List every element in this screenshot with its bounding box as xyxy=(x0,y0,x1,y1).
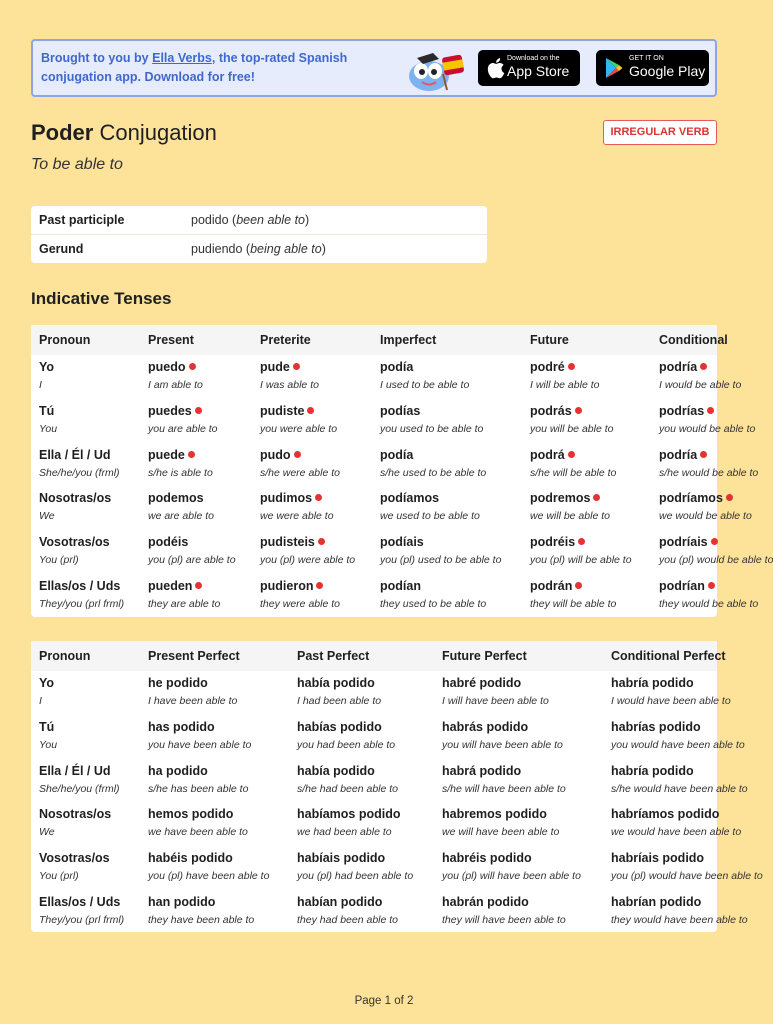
verb-translation: s/he used to be able to xyxy=(380,466,487,479)
pronoun-translation: I xyxy=(39,379,42,391)
table-row xyxy=(31,355,742,399)
verb-form xyxy=(611,807,719,822)
irregular-dot-icon xyxy=(578,538,585,545)
verb-form-text: habría podido xyxy=(611,676,694,690)
pronoun-translation: They/you (prl frml) xyxy=(39,914,125,926)
verb-translation: I would have been able to xyxy=(611,695,731,707)
verb-form xyxy=(148,676,208,691)
verb-form xyxy=(659,491,733,506)
column-header: Imperfect xyxy=(380,333,437,347)
google-play-icon xyxy=(605,57,623,79)
verb-name: Poder xyxy=(31,120,94,145)
irregular-dot-icon xyxy=(726,494,733,501)
pronoun xyxy=(39,676,54,691)
verb-form-text: han podido xyxy=(148,895,216,909)
verb-form-text: pudimos xyxy=(260,491,313,506)
irregular-dot-icon xyxy=(293,363,300,370)
pronoun xyxy=(39,491,111,506)
promo-suffix: , the top-rated Spanish conjugation app. Download for free! xyxy=(41,51,348,84)
perfect-tenses-table xyxy=(31,641,763,932)
verb-form xyxy=(442,720,528,735)
table-row xyxy=(31,671,731,715)
pronoun-translation: They/you (prl frml) xyxy=(39,598,125,610)
verb-form xyxy=(260,448,301,463)
verb-form-text: he podido xyxy=(148,676,208,690)
verb-form-text: habías podido xyxy=(297,719,382,734)
verb-form xyxy=(260,360,300,375)
pronoun-translation: You xyxy=(39,738,58,751)
irregular-dot-icon xyxy=(318,538,325,545)
pronoun-translation: She/he/you (frml) xyxy=(39,782,120,795)
verb-translation: you (pl) will have been able to xyxy=(442,870,581,883)
column-header: Conditional xyxy=(659,333,728,347)
verb-form xyxy=(442,764,521,779)
irregular-dot-icon xyxy=(593,494,600,501)
verb-form xyxy=(297,851,385,866)
verb-form-text: habríais podido xyxy=(611,851,705,866)
verb-translation: you will have been able to xyxy=(442,738,563,751)
verb-form-text: podría xyxy=(659,447,698,462)
table-row xyxy=(31,802,742,846)
verb-form-text: habré podido xyxy=(442,676,522,690)
verb-translation: I am able to xyxy=(148,379,203,391)
verb-form-text: habrían podido xyxy=(611,895,702,909)
pronoun-translation: She/he/you (frml) xyxy=(39,466,120,479)
verb-form xyxy=(297,764,375,779)
verb-form-text: podía xyxy=(380,360,414,374)
irregular-dot-icon xyxy=(711,538,718,545)
apple-icon xyxy=(487,57,505,79)
verb-translation: they have been able to xyxy=(148,914,255,926)
verb-form-text: había podido xyxy=(297,676,375,690)
verb-translation: they will have been able to xyxy=(442,914,566,926)
info-gloss: been able to xyxy=(236,213,305,227)
column-header: Preterite xyxy=(260,333,311,347)
verb-translation: they are able to xyxy=(148,598,221,610)
verb-form xyxy=(297,676,375,691)
irregular-verb-badge: IRREGULAR VERB xyxy=(603,120,717,145)
table-row xyxy=(31,574,759,618)
verb-translation: they used to be able to xyxy=(380,598,487,610)
verb-forms-box xyxy=(31,206,487,263)
promo-text xyxy=(41,49,391,87)
verb-form xyxy=(148,579,202,594)
table-row xyxy=(31,443,759,487)
pronoun-translation: You (prl) xyxy=(39,554,79,567)
irregular-dot-icon xyxy=(195,582,202,589)
table-header xyxy=(31,641,726,671)
pronoun xyxy=(39,807,111,822)
verb-translation: s/he will have been able to xyxy=(442,782,566,795)
verb-form-text: podré xyxy=(530,360,565,374)
verb-translation: you have been able to xyxy=(148,738,252,751)
verb-translation: we would be able to xyxy=(659,510,752,523)
google-play-label: Google Play xyxy=(629,63,706,79)
verb-translation: you (pl) would have been able to xyxy=(611,870,763,883)
pronoun-text: Nosotras/os xyxy=(39,807,112,822)
column-header: Future Perfect xyxy=(442,649,527,663)
verb-translation: they would be able to xyxy=(659,598,759,610)
verb-form xyxy=(380,360,413,375)
verb-translation: you (pl) were able to xyxy=(260,554,356,567)
pronoun xyxy=(39,404,54,419)
verb-form xyxy=(380,404,420,419)
verb-form-text: podéis xyxy=(148,535,189,550)
verb-form-text: podíamos xyxy=(380,491,440,506)
verb-form xyxy=(380,535,424,550)
verb-translation: you (pl) used to be able to xyxy=(380,554,502,567)
verb-form xyxy=(380,448,413,463)
pronoun-text: Vosotras/os xyxy=(39,851,110,866)
pronoun xyxy=(39,895,120,910)
verb-form-text: habrías podido xyxy=(611,719,701,734)
verb-form-text: habría podido xyxy=(611,763,694,778)
app-store-small-label: Download on the xyxy=(507,55,560,62)
info-form: podido xyxy=(191,213,229,227)
verb-translation: we will have been able to xyxy=(442,826,560,839)
pronoun-text: Ellas/os / Uds xyxy=(39,579,121,593)
verb-form xyxy=(260,579,323,594)
verb-form xyxy=(442,895,529,910)
irregular-dot-icon xyxy=(700,451,707,458)
column-header: Present xyxy=(148,333,194,347)
irregular-dot-icon xyxy=(575,582,582,589)
verb-translation: they had been able to xyxy=(297,914,399,926)
verb-form-text: podrían xyxy=(659,579,705,593)
verb-form-text: habrá podido xyxy=(442,763,522,778)
column-header: Pronoun xyxy=(39,333,91,347)
verb-translation: you had been able to xyxy=(297,738,396,751)
verb-form xyxy=(148,895,215,910)
irregular-dot-icon xyxy=(568,363,575,370)
info-gloss: being able to xyxy=(250,242,322,256)
verb-form xyxy=(148,720,215,735)
pronoun-text: Tú xyxy=(39,719,55,734)
verb-form xyxy=(148,491,204,506)
column-header: Past Perfect xyxy=(297,649,370,663)
verb-form xyxy=(442,676,521,691)
table-row xyxy=(31,890,748,934)
info-form: pudiendo xyxy=(191,242,243,256)
verb-translation: they would have been able to xyxy=(611,914,748,926)
verb-form-text: podíais xyxy=(380,535,424,550)
verb-form xyxy=(148,535,188,550)
verb-form xyxy=(297,807,400,822)
verb-translation: s/he is able to xyxy=(148,466,213,479)
verb-form xyxy=(260,491,322,506)
verb-form xyxy=(530,535,585,550)
table-header xyxy=(31,325,728,355)
pronoun-translation: You (prl) xyxy=(39,870,79,883)
verb-form-text: podrá xyxy=(530,447,565,462)
verb-form-text: habrás podido xyxy=(442,719,529,734)
verb-translation: I used to be able to xyxy=(380,379,470,391)
table-row xyxy=(31,530,773,574)
verb-form xyxy=(148,448,195,463)
verb-form-text: pudisteis xyxy=(260,535,315,550)
verb-form xyxy=(380,491,439,506)
simple-tenses-table xyxy=(31,325,773,617)
verb-form xyxy=(611,764,694,779)
ella-verbs-link[interactable]: Ella Verbs xyxy=(152,51,212,65)
pronoun xyxy=(39,764,111,779)
pronoun-translation: You xyxy=(39,422,58,435)
pronoun-translation: We xyxy=(39,510,55,523)
verb-translation: s/he had been able to xyxy=(297,782,399,795)
column-header: Present Perfect xyxy=(148,649,240,663)
verb-form-text: puedo xyxy=(148,360,186,374)
verb-form-text: podríais xyxy=(659,535,708,550)
table-row xyxy=(31,399,756,443)
verb-form-text: hemos podido xyxy=(148,807,234,822)
irregular-dot-icon xyxy=(568,451,575,458)
table-row xyxy=(31,759,748,803)
gerund-row xyxy=(31,234,487,262)
verb-translation: they were able to xyxy=(260,598,340,610)
verb-translation: we are able to xyxy=(148,510,214,523)
verb-form xyxy=(659,360,707,375)
verb-form xyxy=(611,895,701,910)
pronoun-text: Yo xyxy=(39,676,55,690)
verb-form-text: habíamos podido xyxy=(297,807,401,822)
verb-form-text: había podido xyxy=(297,763,375,778)
verb-form xyxy=(297,720,382,735)
verb-translation: we had been able to xyxy=(297,826,392,839)
info-value: pudiendo (being able to) xyxy=(191,242,326,256)
verb-form xyxy=(442,851,532,866)
verb-form xyxy=(659,448,707,463)
page-number: Page 1 of 2 xyxy=(354,995,414,1007)
verb-form xyxy=(148,404,202,419)
verb-translation: I have been able to xyxy=(148,695,238,707)
promo-banner xyxy=(31,39,717,97)
pronoun xyxy=(39,360,54,375)
verb-translation: I would be able to xyxy=(659,379,742,391)
verb-translation: we will be able to xyxy=(530,510,610,523)
app-store-label: App Store xyxy=(507,63,570,79)
verb-form xyxy=(659,579,715,594)
pronoun xyxy=(39,448,111,463)
verb-translation: you will be able to xyxy=(530,422,614,435)
verb-form xyxy=(442,807,547,822)
verb-translation: they will be able to xyxy=(530,598,617,610)
verb-form-text: habréis podido xyxy=(442,851,532,866)
verb-translation: I was able to xyxy=(260,379,319,391)
verb-form xyxy=(530,448,575,463)
irregular-dot-icon xyxy=(707,407,714,414)
info-key: Gerund xyxy=(39,242,84,256)
verb-translation: you (pl) are able to xyxy=(148,554,236,567)
column-header: Pronoun xyxy=(39,649,91,663)
verb-translation: I had been able to xyxy=(297,695,382,707)
info-value: podido (been able to) xyxy=(191,213,310,227)
verb-translation: To be able to xyxy=(31,156,123,173)
pronoun-text: Ella / Él / Ud xyxy=(39,763,111,778)
irregular-dot-icon xyxy=(700,363,707,370)
promo-prefix: Brought to you by xyxy=(41,51,153,65)
verb-form-text: podías xyxy=(380,403,421,418)
verb-form-text: podrás xyxy=(530,403,572,418)
verb-form-text: pueden xyxy=(148,579,193,593)
verb-form xyxy=(148,764,208,779)
verb-translation: we were able to xyxy=(260,510,334,523)
verb-form-text: habrán podido xyxy=(442,895,529,909)
pronoun xyxy=(39,579,120,594)
verb-form-text: habíais podido xyxy=(297,851,386,866)
verb-form-text: podréis xyxy=(530,535,576,550)
verb-form-text: podría xyxy=(659,360,698,374)
verb-form-text: puede xyxy=(148,447,185,462)
verb-translation: s/he will be able to xyxy=(530,466,617,479)
verb-form xyxy=(530,360,575,375)
pronoun-text: Yo xyxy=(39,360,55,374)
title-word: Conjugation xyxy=(99,120,217,145)
section-title: Indicative Tenses xyxy=(31,289,172,308)
verb-translation: you (pl) will be able to xyxy=(530,554,632,567)
pronoun-text: Ellas/os / Uds xyxy=(39,895,121,909)
verb-form xyxy=(148,807,233,822)
pronoun-text: Tú xyxy=(39,403,55,418)
verb-translation: you (pl) had been able to xyxy=(297,870,414,883)
verb-translation: you used to be able to xyxy=(380,422,484,435)
pronoun xyxy=(39,851,110,866)
verb-form-text: podremos xyxy=(530,491,591,506)
verb-form xyxy=(611,720,701,735)
verb-form-text: podrías xyxy=(659,403,705,418)
verb-translation: you (pl) have been able to xyxy=(148,870,270,883)
column-header: Conditional Perfect xyxy=(611,649,726,663)
irregular-dot-icon xyxy=(188,451,195,458)
irregular-dot-icon xyxy=(575,407,582,414)
verb-form-text: podían xyxy=(380,579,421,593)
mascot-icon xyxy=(403,44,467,94)
pronoun-translation: We xyxy=(39,826,55,839)
verb-translation: we would have been able to xyxy=(611,826,742,839)
verb-form xyxy=(659,535,718,550)
verb-form xyxy=(530,404,582,419)
irregular-dot-icon xyxy=(316,582,323,589)
pronoun-text: Nosotras/os xyxy=(39,491,112,506)
pronoun xyxy=(39,535,110,550)
verb-form-text: ha podido xyxy=(148,763,208,778)
verb-form xyxy=(297,895,382,910)
verb-form-text: podrán xyxy=(530,579,573,593)
verb-translation: s/he would have been able to xyxy=(611,782,748,795)
verb-translation: we have been able to xyxy=(148,826,248,839)
pronoun xyxy=(39,720,54,735)
google-play-small-label: GET IT ON xyxy=(629,55,664,62)
verb-translation: s/he has been able to xyxy=(148,782,249,795)
pronoun-text: Vosotras/os xyxy=(39,535,110,550)
verb-form xyxy=(148,851,233,866)
verb-form xyxy=(659,404,714,419)
verb-translation: you (pl) would be able to xyxy=(659,554,773,567)
info-key: Past participle xyxy=(39,213,125,227)
verb-form xyxy=(148,360,196,375)
verb-form-text: habéis podido xyxy=(148,851,233,866)
verb-form-text: pude xyxy=(260,360,290,374)
verb-form xyxy=(380,579,421,594)
irregular-dot-icon xyxy=(294,451,301,458)
verb-form-text: has podido xyxy=(148,719,215,734)
verb-form xyxy=(260,535,325,550)
irregular-dot-icon xyxy=(189,363,196,370)
verb-translation: s/he were able to xyxy=(260,466,340,479)
irregular-dot-icon xyxy=(315,494,322,501)
table-row xyxy=(31,486,752,530)
column-header: Future xyxy=(530,333,569,347)
table-row xyxy=(31,715,745,759)
pronoun-text: Ella / Él / Ud xyxy=(39,447,111,462)
pronoun-translation: I xyxy=(39,695,42,707)
verb-form-text: pudo xyxy=(260,447,291,462)
verb-translation: we used to be able to xyxy=(380,510,480,523)
verb-form xyxy=(260,404,314,419)
past-participle-row xyxy=(31,206,487,234)
verb-form-text: podía xyxy=(380,447,414,462)
verb-form-text: puedes xyxy=(148,403,192,418)
page-title xyxy=(31,119,217,147)
table-row xyxy=(31,846,763,890)
verb-form-text: habríamos podido xyxy=(611,807,720,822)
irregular-dot-icon xyxy=(307,407,314,414)
verb-form-text: pudiste xyxy=(260,403,305,418)
irregular-dot-icon xyxy=(708,582,715,589)
verb-form xyxy=(611,676,694,691)
verb-form-text: habían podido xyxy=(297,895,383,909)
verb-translation: you would be able to xyxy=(659,422,756,435)
verb-form xyxy=(530,579,582,594)
verb-translation: you are able to xyxy=(148,422,218,435)
verb-translation: s/he would be able to xyxy=(659,466,759,479)
google-play-button[interactable] xyxy=(596,50,709,86)
verb-form-text: habremos podido xyxy=(442,807,547,822)
irregular-dot-icon xyxy=(195,407,202,414)
verb-form-text: podríamos xyxy=(659,491,723,506)
verb-form xyxy=(611,851,704,866)
verb-form xyxy=(530,491,600,506)
verb-translation: I will be able to xyxy=(530,379,600,391)
verb-translation: you would have been able to xyxy=(611,738,745,751)
verb-translation: I will have been able to xyxy=(442,695,549,707)
verb-translation: you were able to xyxy=(260,422,338,435)
verb-form-text: pudieron xyxy=(260,579,314,593)
app-store-button[interactable] xyxy=(478,50,580,86)
verb-form-text: podemos xyxy=(148,491,204,506)
